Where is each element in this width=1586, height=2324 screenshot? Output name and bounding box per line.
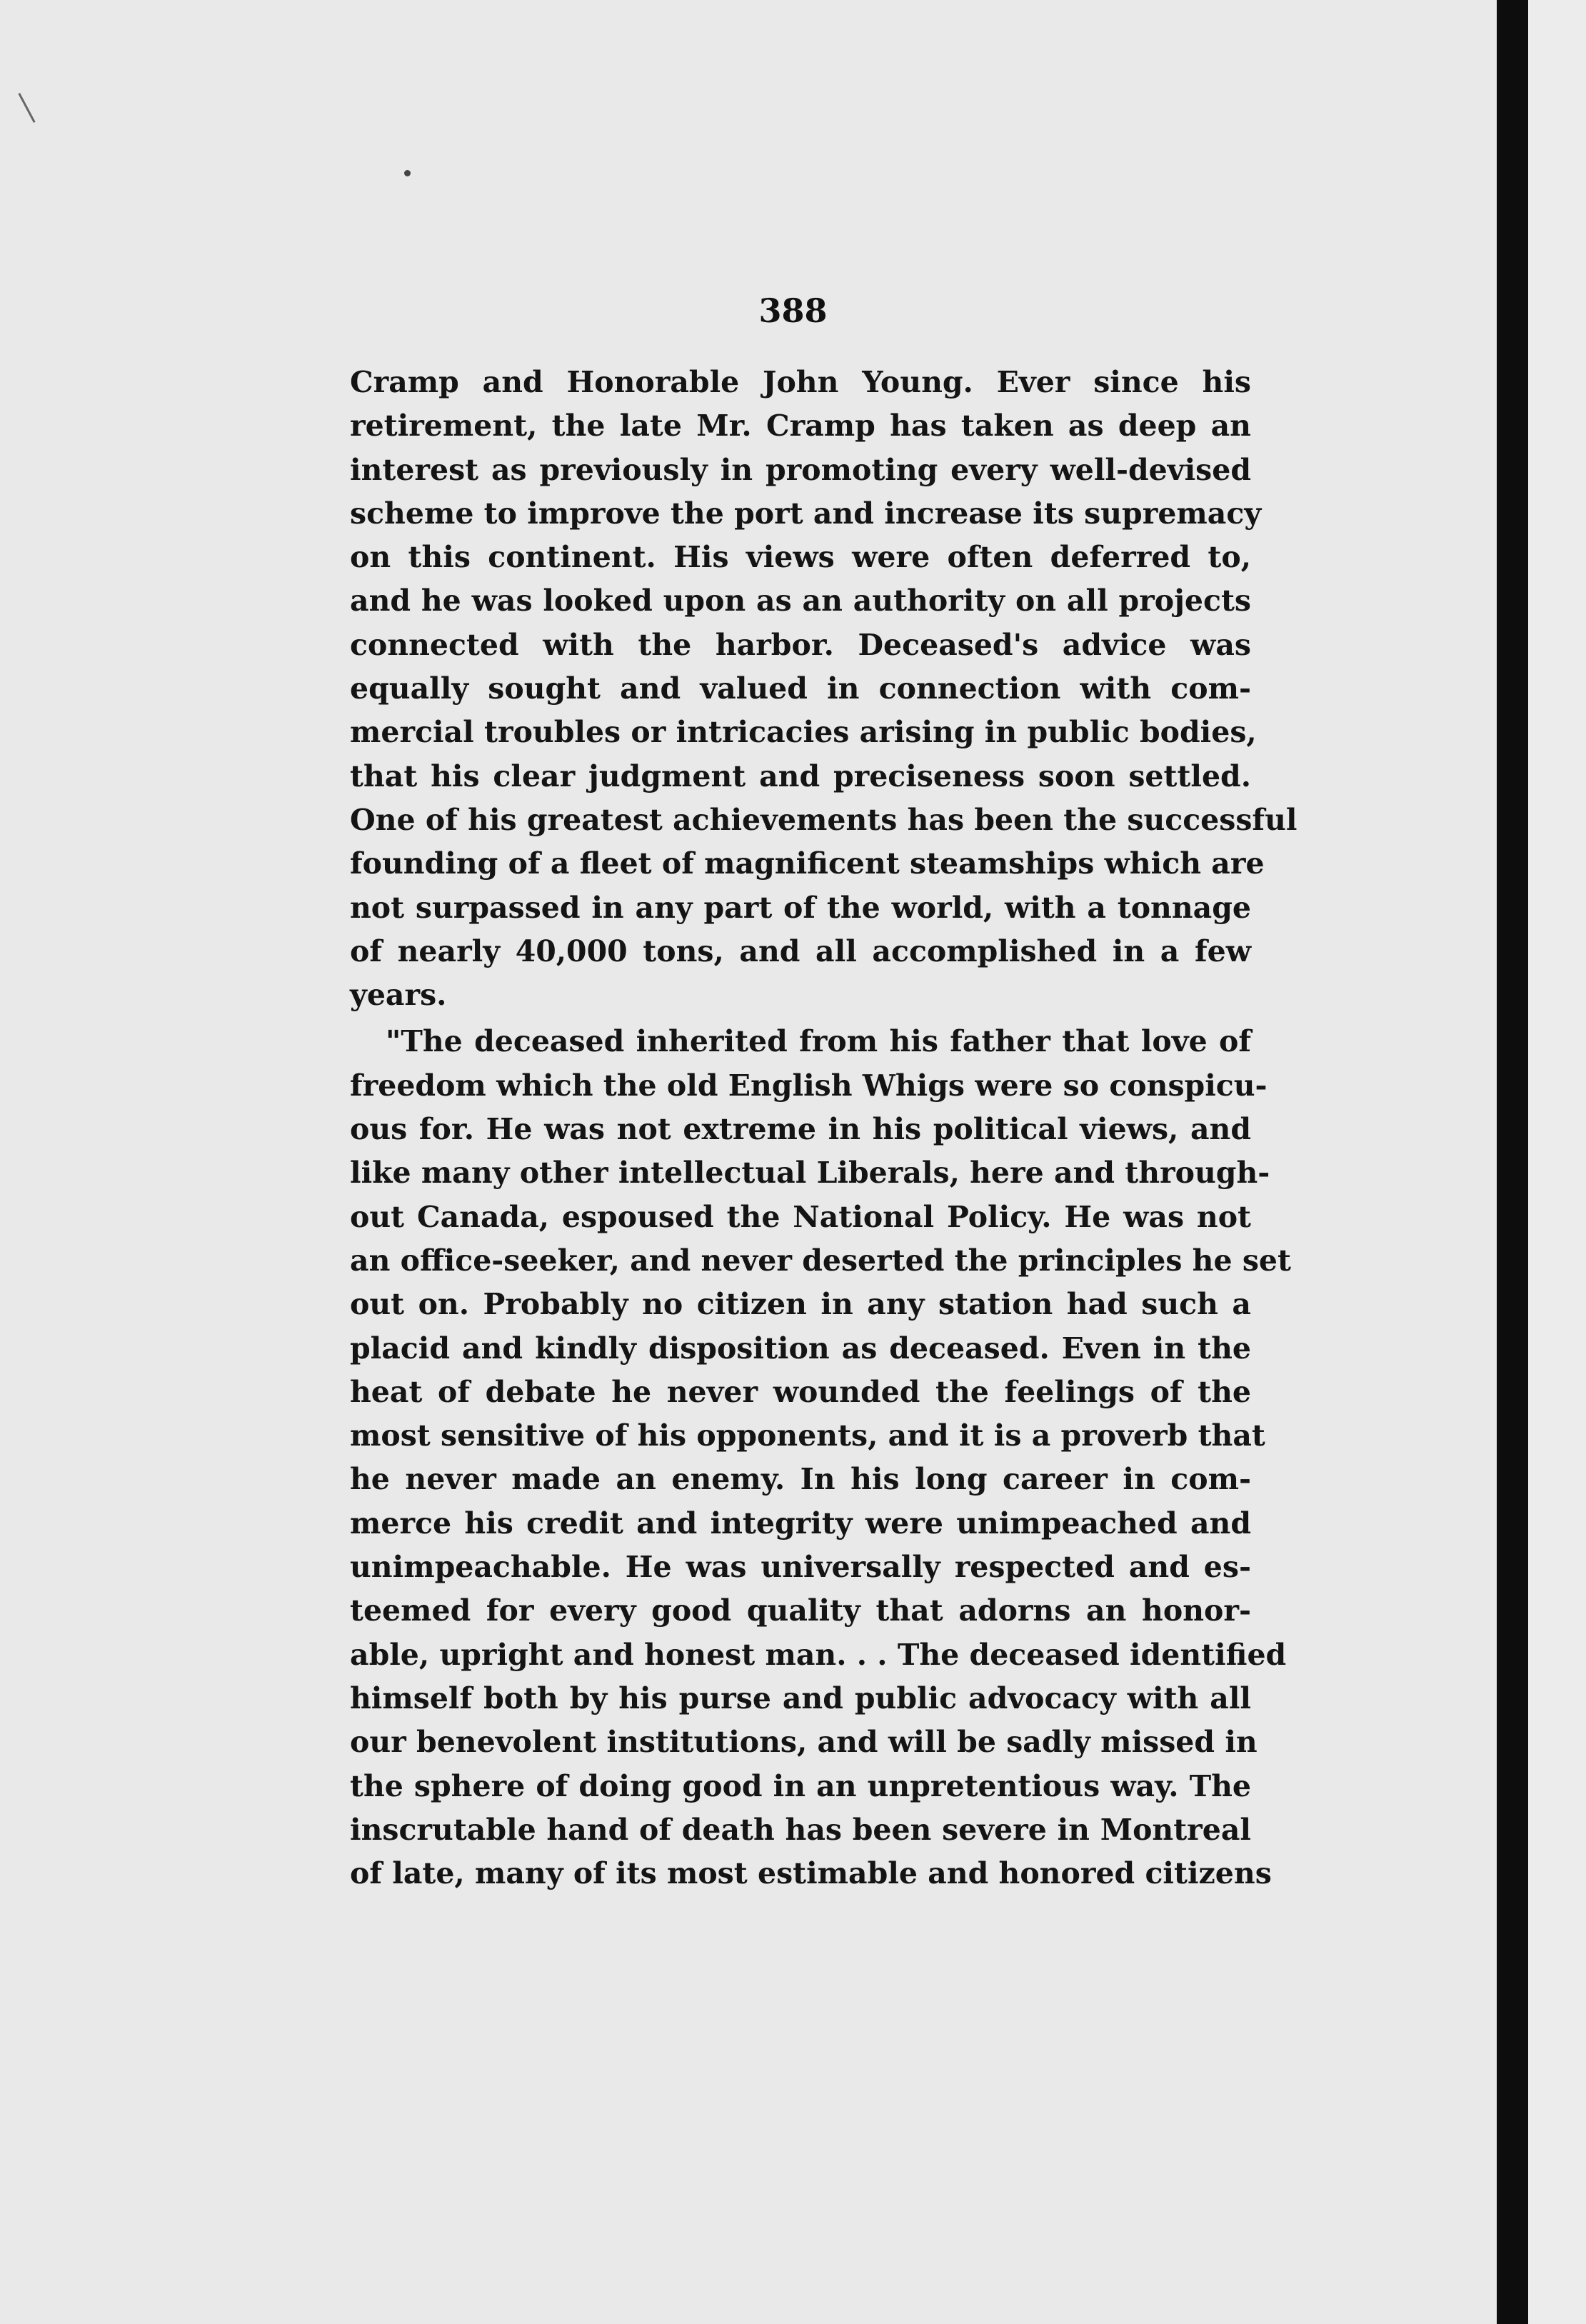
text-line: interest as previously in promoting every well-devised (350, 452, 1251, 487)
text-line: freedom which the old English Whigs were so conspicu- (350, 1068, 1268, 1103)
text-line: our benevolent institutions, and will be sadly missed in (350, 1725, 1258, 1760)
text-line: Cramp and Honorable John Young. Ever since his (350, 365, 1251, 399)
text-line: equally sought and valued in connection with com- (350, 671, 1251, 706)
adjacent-page-edge (1528, 0, 1586, 2324)
text-line: able, upright and honest man. . . The deceased identified (350, 1637, 1287, 1672)
text-line: he never made an enemy. In his long career in com- (350, 1462, 1251, 1497)
text-line: that his clear judgment and preciseness soon settled. (350, 758, 1251, 793)
text-line: and he was looked upon as an authority on all projects (350, 583, 1251, 618)
text-line: out Canada, espoused the National Policy. He was not (350, 1199, 1251, 1234)
text-line: merce his credit and integrity were unimpeached and (350, 1506, 1251, 1541)
text-line: like many other intellectual Liberals, here and through- (350, 1156, 1270, 1191)
paragraph-2 (350, 1020, 1291, 1895)
page-gutter-shadow (1497, 0, 1528, 2324)
text-line: on this continent. His views were often deferred to, (350, 540, 1251, 575)
text-line: heat of debate he never wounded the feelings of the (350, 1374, 1251, 1409)
text-line: inscrutable hand of death has been severe in Montreal (350, 1812, 1251, 1847)
page-number: 388 (758, 291, 828, 330)
text-line: himself both by his purse and public advocacy with all (350, 1681, 1251, 1716)
text-line: of late, many of its most estimable and honored citizens (350, 1856, 1272, 1891)
text-line: years. (350, 978, 447, 1013)
text-line: not surpassed in any part of the world, with a tonnage (350, 890, 1251, 925)
text-line: mercial troubles or intricacies arising in public bodies, (350, 715, 1257, 750)
ink-speck (404, 170, 411, 176)
text-line: most sensitive of his opponents, and it is a proverb that (350, 1418, 1265, 1453)
text-line: scheme to improve the port and increase its supremacy (350, 496, 1262, 531)
text-line: connected with the harbor. Deceased's advice was (350, 627, 1251, 662)
text-line: retirement, the late Mr. Cramp has taken as deep an (350, 409, 1251, 444)
paragraph-1 (350, 361, 1298, 1017)
text-line: the sphere of doing good in an unpretentious way. The (350, 1768, 1251, 1803)
text-line: unimpeachable. He was universally respected and es- (350, 1550, 1251, 1585)
page-body-text (350, 361, 1298, 1895)
text-line: "The deceased inherited from his father that love of (386, 1024, 1251, 1059)
text-line: an office-seeker, and never deserted the principles he set (350, 1243, 1291, 1278)
text-line: out on. Probably no citizen in any station had such a (350, 1287, 1251, 1322)
text-line: ous for. He was not extreme in his political views, and (350, 1112, 1251, 1147)
text-line: placid and kindly disposition as deceased. Even in the (350, 1331, 1251, 1366)
text-line: of nearly 40,000 tons, and all accomplished in a few (350, 933, 1251, 968)
text-line: One of his greatest achievements has been the successful (350, 802, 1298, 837)
text-line: founding of a fleet of magnificent steamships which are (350, 846, 1265, 881)
text-line: teemed for every good quality that adorns an honor- (350, 1593, 1251, 1628)
